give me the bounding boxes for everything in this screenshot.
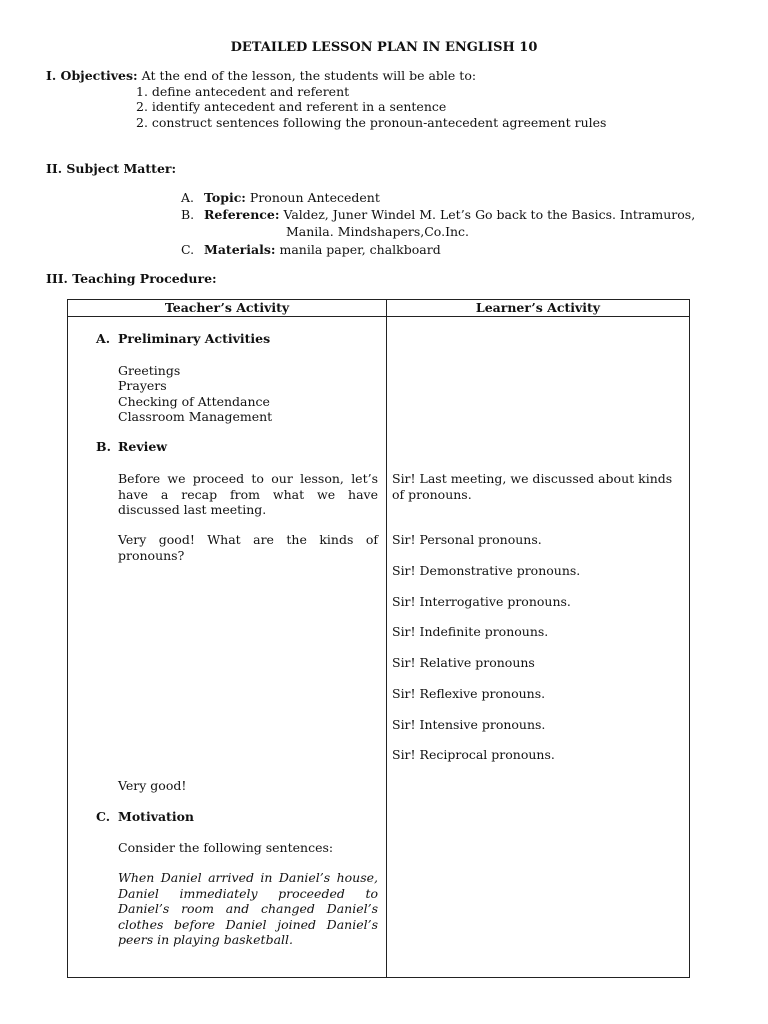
learner-answer: Sir! Relative pronouns <box>392 655 535 670</box>
procedure-table <box>67 299 690 978</box>
topic-letter: A. <box>181 190 195 205</box>
reference-key: Reference: <box>204 207 280 222</box>
section-a-title: Preliminary Activities <box>118 331 271 346</box>
learner-recap: Sir! Last meeting, we discussed about kinds of pronouns. <box>392 471 673 502</box>
reference-letter: B. <box>181 207 195 222</box>
section-c-title: Motivation <box>118 809 195 824</box>
prelim-item: Greetings <box>118 363 181 378</box>
reference-value-cont: Manila. Mindshapers,Co.Inc. <box>286 224 470 239</box>
prelim-item: Classroom Management <box>118 409 273 424</box>
learner-answer: Sir! Indefinite pronouns. <box>392 624 549 639</box>
prelim-item: Checking of Attendance <box>118 394 270 409</box>
reference-line <box>204 207 695 223</box>
section-b-title: Review <box>118 439 168 454</box>
document-title: DETAILED LESSON PLAN IN ENGLISH 10 <box>230 40 538 55</box>
objective-item: 2. construct sentences following the pronoun-antecedent agreement rules <box>136 115 607 130</box>
teaching-procedure-heading: III. Teaching Procedure: <box>46 271 217 286</box>
consider-text: Consider the following sentences: <box>118 840 334 855</box>
reference-value: Valdez, Juner Windel M. Let’s Go back to the Basics. Intramuros, <box>283 207 696 222</box>
objectives-heading: I. Objectives: <box>46 68 138 83</box>
section-c-letter: C. <box>96 809 111 824</box>
header-divider <box>68 316 689 317</box>
materials-value: manila paper, chalkboard <box>279 242 441 257</box>
topic-key: Topic: <box>204 190 246 205</box>
learner-answer: Sir! Personal pronouns. <box>392 532 542 547</box>
kinds-question: Very good! What are the kinds of pronouns? <box>118 532 378 563</box>
topic-line <box>204 190 380 206</box>
topic-value: Pronoun Antecedent <box>249 190 380 205</box>
subject-matter-heading: II. Subject Matter: <box>46 161 177 176</box>
prelim-item: Prayers <box>118 378 167 393</box>
review-text: Before we proceed to our lesson, let’s have a recap from what we have discussed last meeting. <box>118 471 378 517</box>
objectives-intro: At the end of the lesson, the students will be able to: <box>141 68 477 83</box>
section-a-letter: A. <box>96 331 111 346</box>
materials-line <box>204 242 441 258</box>
materials-letter: C. <box>181 242 195 257</box>
very-good-text: Very good! <box>118 778 187 793</box>
learner-answer: Sir! Demonstrative pronouns. <box>392 563 581 578</box>
learner-answer: Sir! Reflexive pronouns. <box>392 686 546 701</box>
learner-answer: Sir! Intensive pronouns. <box>392 717 546 732</box>
objective-item: 1. define antecedent and referent <box>136 84 350 99</box>
section-b-letter: B. <box>96 439 111 454</box>
learner-answer: Sir! Reciprocal pronouns. <box>392 747 555 762</box>
column-divider <box>386 300 387 977</box>
teacher-activity-header: Teacher’s Activity <box>164 300 290 315</box>
motivation-sentence: When Daniel arrived in Daniel’s house, Daniel immediately proceeded to Daniel’s room and changed Daniel’s clothes before Daniel joined Daniel’s peers in playing basketball. <box>118 870 378 947</box>
objective-item: 2. identify antecedent and referent in a sentence <box>136 99 447 114</box>
learner-activity-header: Learner’s Activity <box>475 300 601 315</box>
objectives-line <box>46 68 476 84</box>
materials-key: Materials: <box>204 242 276 257</box>
learner-answer: Sir! Interrogative pronouns. <box>392 594 571 609</box>
